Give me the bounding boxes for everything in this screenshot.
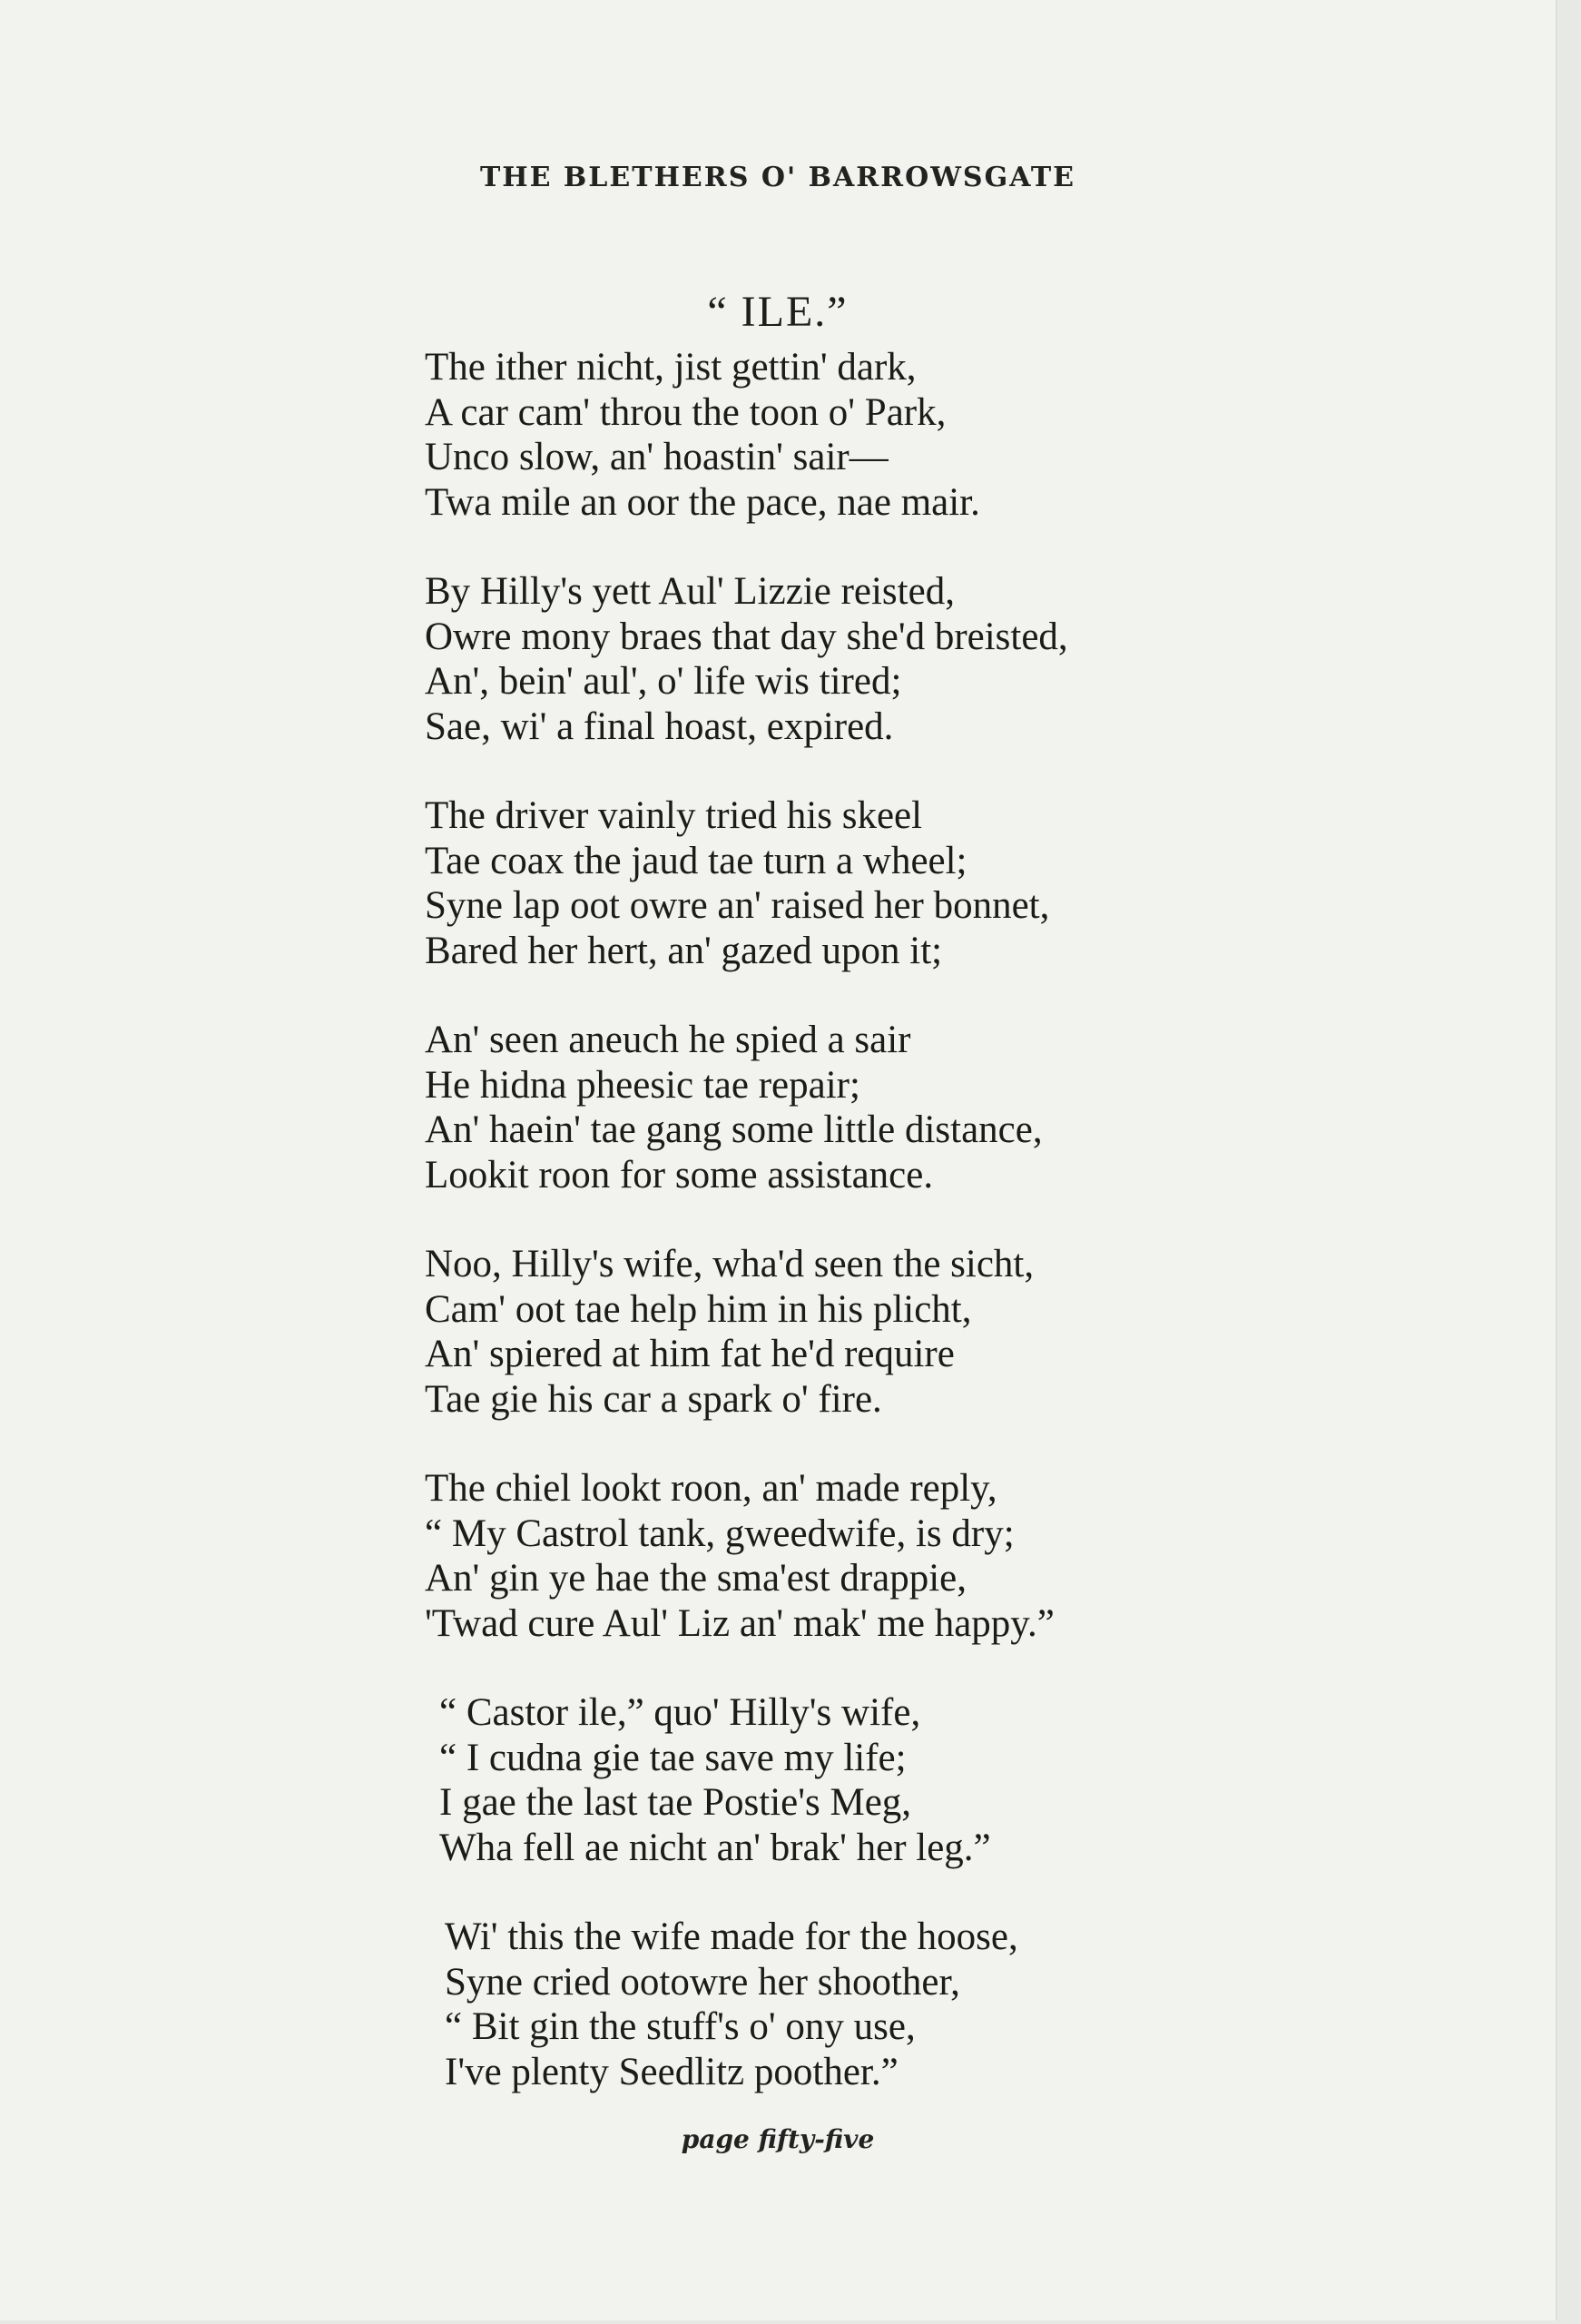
page-number: page fifty-five [681,2124,875,2154]
poem-line: Bared her hert, an' gazed upon it; [425,929,943,972]
poem-line: Syne lap oot owre an' raised her bonnet, [425,884,1050,927]
poem-line: “ I cudna gie tae save my life; [439,1736,907,1779]
poem-line: Owre mony braes that day she'd breisted, [425,615,1068,658]
poem-line: “ Bit gin the stuff's o' ony use, [445,2005,916,2048]
poem-line: “ My Castrol tank, gweedwife, is dry; [425,1512,1015,1555]
poem-line: Wha fell ae nicht an' brak' her leg.” [439,1826,991,1869]
poem-line: An' haein' tae gang some little distance, [425,1108,1043,1151]
poem-line: Syne cried ootowre her shoother, [445,1960,960,2004]
poem-line: Cam' oot tae help him in his plicht, [425,1287,972,1331]
poem-line: An', bein' aul', o' life wis tired; [425,660,902,703]
poem-line: Lookit roon for some assistance. [425,1153,934,1196]
stanza-6 [425,1466,1369,1646]
poem-line: An' spiered at him fat he'd require [425,1333,955,1375]
poem-body [425,345,1369,2139]
stanza-3 [425,793,1369,973]
poem-line: “ Castor ile,” quo' Hilly's wife, [439,1691,921,1734]
stanza-7 [425,1690,1369,1870]
poem-line: An' gin ye hae the sma'est drappie, [425,1557,967,1600]
poem-line: 'Twad cure Aul' Liz an' mak' me happy.” [425,1601,1055,1645]
poem-line: An' seen aneuch he spied a sair [425,1019,911,1061]
stanza-8 [425,1915,1369,2094]
poem-line: Tae gie his car a spark o' fire. [425,1377,882,1421]
stanza-4 [425,1018,1369,1197]
poem-line: The ither nicht, jist gettin' dark, [425,346,917,389]
poem-title: “ ILE.” [707,288,849,336]
poem-line: Unco slow, an' hoastin' sair— [425,436,889,478]
poem-line: Wi' this the wife made for the hoose, [445,1915,1018,1958]
poem-line: I've plenty Seedlitz poother.” [445,2050,899,2093]
poem-line: The driver vainly tried his skeel [425,794,923,837]
poem-line: A car cam' throu the toon o' Park, [425,390,947,434]
poem-line: Twa mile an oor the pace, nae mair. [425,480,980,524]
poem-line: By Hilly's yett Aul' Lizzie reisted, [425,570,955,613]
poem-line: Sae, wi' a final hoast, expired. [425,704,894,748]
poem-line: I gae the last tae Postie's Meg, [439,1781,912,1824]
poem-line: He hidna pheesic tae repair; [425,1063,860,1107]
stanza-5 [425,1242,1369,1422]
stanza-1 [425,345,1369,525]
poem-line: Tae coax the jaud tae turn a wheel; [425,839,967,882]
running-head: THE BLETHERS O' BARROWSGATE [479,162,1076,193]
stanza-2 [425,569,1369,749]
poem-line: The chiel lookt roon, an' made reply, [425,1467,997,1510]
poem-line: Noo, Hilly's wife, wha'd seen the sicht, [425,1243,1035,1285]
